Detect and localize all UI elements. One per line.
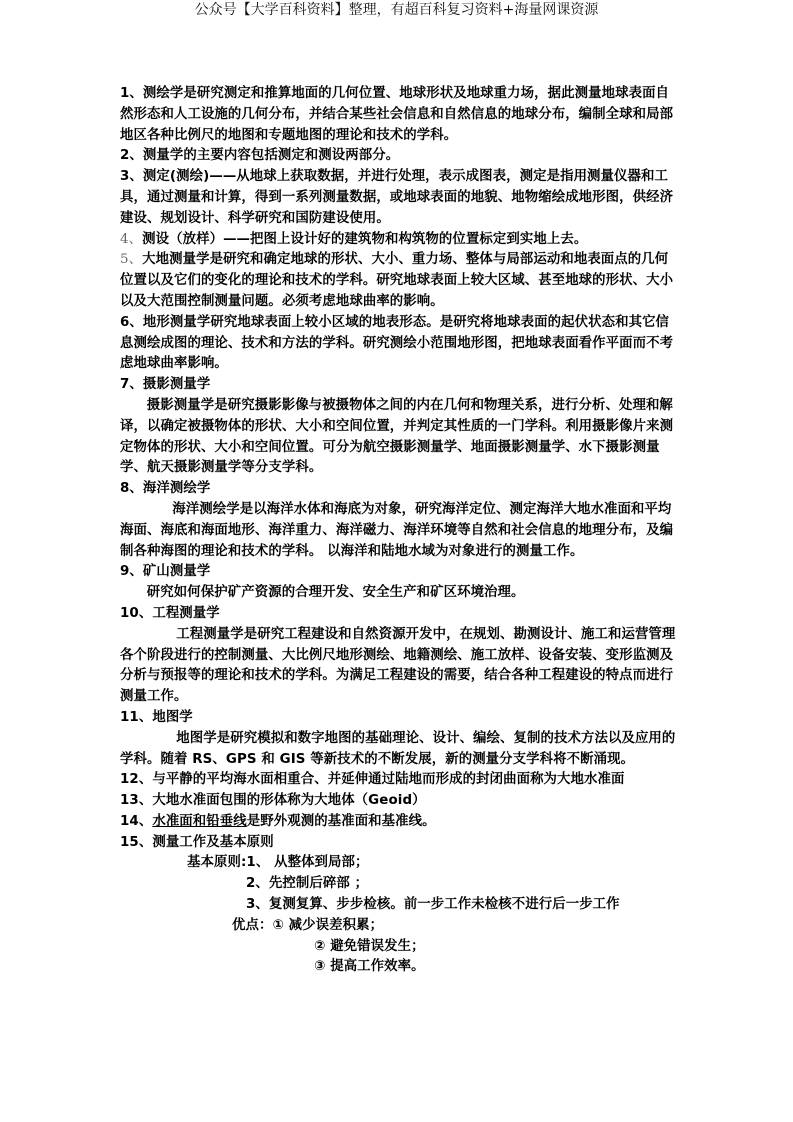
item-text: 测设（放样）——把图上设计好的建筑物和构筑物的位置标定到实地上去。 [142,231,588,247]
item-title: 工程测量学 [152,605,220,621]
item-number: 15、 [120,834,153,850]
item-11-body: 地图学是研究模拟和数字地图的基础理论、设计、编绘、复制的技术方法以及应用的学科。随着 RS、GPS 和 GIS 等新技术的不断发展，新的测量分支学科将不断涌现。 [120,730,676,767]
item-15-title [120,833,680,854]
item-number: 7、 [120,377,143,393]
item-number: 8、 [120,481,143,497]
item-text: 测绘学是研究测定和推算地面的几何位置、地球形状及地球重力场，据此测量地球表面自然形态和人工设施的几何分布，并结合某些社会信息和自然信息的地球分布，编制全球和局部地区各种比例尺的地图和专题地图的理论和技术的学科。 [120,86,674,143]
item-title: 海洋测绘学 [142,481,211,497]
item-number: 6、 [120,314,143,330]
item-text: 地形测量学研究地球表面上较小区域的地表形态。是研究将地球表面的起伏状态和其它信息测绘成图的理论、技术和方法的学科。研究测绘小范围地形图，把地球表面看作平面而不考虑地球曲率影响。 [120,314,674,372]
item-9-body: 研究如何保护矿产资源的合理开发、安全生产和矿区环境治理。 [146,585,525,601]
item-title: 摄影测量学 [142,377,211,393]
item-8-body: 海洋测绘学是以海洋水体和海底为对象，研究海洋定位、测定海洋大地水准面和平均海面、海底和海面地形、海洋重力、海洋磁力、海洋环境等自然和社会信息的地理分布，及编制各种海图的理论和技术的学科。 以海洋和陆地水域为对象进行的测量工作。 [120,501,674,559]
document-body [120,84,680,978]
principle-text: 从整体到局部； [269,855,369,871]
item-5 [120,250,680,312]
item-number: 14、 [120,813,153,829]
item-number: 4、 [120,231,143,247]
item-number: 3、 [120,169,143,185]
item-7-title [120,375,680,396]
item-10-title [120,604,680,625]
item-7-body: 摄影测量学是研究摄影影像与被摄物体之间的内在几何和物理关系，进行分析、处理和解译，以确定被摄物体的形状、大小和空间位置，并判定其性质的一门学科。利用摄影像片来测定物体的形状、大小和空间位置。可分为航空摄影测量学、地面摄影测量学、水下摄影测量学、航天摄影测量学等分支学科。 [120,397,674,476]
item-6 [120,313,680,375]
principle-1 [120,853,680,874]
item-number: 13、 [120,793,153,809]
item-10-body: 工程测量学是研究工程建设和自然资源开发中，在规划、勘测设计、施工和运营管理各个阶段进行的控制测量、大比例尺地形测绘、地籍测绘、施工放样、设备安装、变形监测及分析与预报等的理论和技术的学科。为满足工程建设的需要，结合各种工程建设的特点而进行测量工作。 [120,626,676,705]
underlined-term: 水准面和铅垂线 [152,813,247,829]
item-13 [120,791,680,812]
item-text: 与平静的平均海水面相重合、并延伸通过陆地而形成的封闭曲面称为大地水准面 [152,772,625,788]
item-11-title [120,708,680,729]
principle-3: 3、复测复算、步步检核。前一步工作未检核不进行后一步工作 [246,897,620,913]
item-text: 是野外观测的基准面和基准线。 [246,813,436,829]
item-number: 12、 [120,772,153,788]
item-title: 测量工作及基本原则 [152,834,274,850]
item-3 [120,167,680,229]
item-1 [120,84,680,146]
item-number: 2、 [120,148,143,164]
item-8-title [120,479,680,500]
item-number: 10、 [120,605,153,621]
principles-label: 基本原则:1、 [187,855,270,871]
item-text: 测量学的主要内容包括测定和测设两部分。 [142,148,400,164]
item-number: 5、 [120,252,143,268]
item-9-title [120,562,680,583]
item-text: 测定(测绘)——从地球上获取数据，并进行处理，表示成图表，测定是指用测量仪器和工具，通过测量和计算，得到一系列测量数据，或地球表面的地貌、地物缩绘成地形图，供经济建设、规划设计、科学研究和国防建设使用。 [120,169,674,226]
item-title: 地图学 [152,709,193,725]
item-14 [120,812,680,833]
advantage-3: ③ 提高工作效率。 [314,959,425,975]
page-header-banner: 公众号【大学百科资料】整理，有超百科复习资料+海量网课资源 [194,2,599,18]
item-2 [120,146,680,167]
item-number: 9、 [120,564,143,580]
item-number: 11、 [120,709,153,725]
item-title: 矿山测量学 [142,564,211,580]
item-number: 1、 [120,86,143,101]
item-text: 大地水准面包围的形体称为大地体（Geoid） [152,793,426,809]
item-12 [120,770,680,791]
item-text: 大地测量学是研究和确定地球的形状、大小、重力场、整体与局部运动和地表面点的几何位置以及它们的变化的理论和技术的学科。研究地球表面上较大区域、甚至地球的形状、大小以及大范围控制测量问题。必须考虑地球曲率的影响。 [120,252,674,309]
principle-2: 2、先控制后碎部 ； [246,876,369,892]
advantage-2: ② 避免错误发生； [314,938,425,954]
advantage-1: 优点：① 减少误差积累； [232,917,384,933]
item-4 [120,230,680,251]
